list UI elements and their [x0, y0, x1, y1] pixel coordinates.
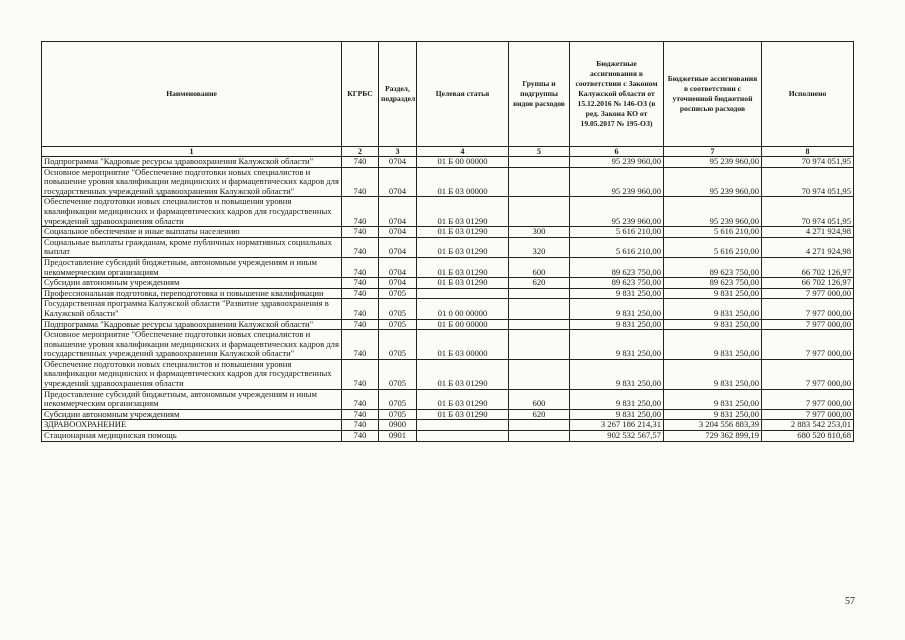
row-target-cell: 01 Б 00 00000: [417, 157, 509, 168]
row-section-cell: 0705: [379, 330, 417, 360]
col-number: 2: [342, 147, 379, 157]
row-executed-amount-cell: 70 974 051,95: [762, 157, 854, 168]
row-kgrbs-cell: 740: [342, 420, 379, 431]
col-number: 6: [570, 147, 664, 157]
budget-table: [41, 41, 854, 442]
row-target-cell: 01 Б 03 00000: [417, 167, 509, 197]
row-group-cell: [509, 359, 570, 389]
row-target-cell: 01 Б 03 01290: [417, 237, 509, 257]
table-row: [42, 157, 854, 168]
header-updated: Бюджетные ассигнования в соответствии с уточненной бюджетной росписью расходов: [664, 42, 762, 147]
row-section-cell: 0705: [379, 299, 417, 319]
table-row: [42, 278, 854, 289]
row-group-cell: [509, 330, 570, 360]
row-name-cell: Профессиональная подготовка, переподготовка и повышение квалификации: [42, 288, 342, 299]
row-group-cell: 320: [509, 237, 570, 257]
header-name: Наименование: [42, 42, 342, 147]
row-law-amount-cell: 5 616 210,00: [570, 237, 664, 257]
row-name-cell: Социальное обеспечение и иные выплаты населению: [42, 227, 342, 238]
row-section-cell: 0705: [379, 288, 417, 299]
row-target-cell: 01 Б 03 01290: [417, 278, 509, 289]
row-name-cell: Субсидии автономным учреждениям: [42, 409, 342, 420]
row-target-cell: 01 Б 03 01290: [417, 359, 509, 389]
row-section-cell: 0704: [379, 227, 417, 238]
row-law-amount-cell: 3 267 186 214,31: [570, 420, 664, 431]
row-kgrbs-cell: 740: [342, 157, 379, 168]
row-group-cell: [509, 157, 570, 168]
row-law-amount-cell: 9 831 250,00: [570, 359, 664, 389]
row-kgrbs-cell: 740: [342, 359, 379, 389]
row-name-cell: Обеспечение подготовки новых специалистов и повышения уровня квалификации медицинских и фармацевтических кадров для государственных учреждений здравоохранения области: [42, 359, 342, 389]
row-section-cell: 0704: [379, 237, 417, 257]
row-section-cell: 0704: [379, 167, 417, 197]
row-executed-amount-cell: 2 883 542 253,01: [762, 420, 854, 431]
row-section-cell: 0704: [379, 278, 417, 289]
row-law-amount-cell: 902 532 567,57: [570, 431, 664, 442]
row-kgrbs-cell: 740: [342, 299, 379, 319]
table-row: [42, 227, 854, 238]
row-executed-amount-cell: 7 977 000,00: [762, 319, 854, 330]
row-law-amount-cell: 9 831 250,00: [570, 299, 664, 319]
row-updated-amount-cell: 95 239 960,00: [664, 167, 762, 197]
row-name-cell: Предоставление субсидий бюджетным, автономным учреждениям и иным некоммерческим организациям: [42, 257, 342, 277]
row-section-cell: 0705: [379, 409, 417, 420]
row-target-cell: 01 Б 03 01290: [417, 197, 509, 227]
row-updated-amount-cell: 9 831 250,00: [664, 359, 762, 389]
header-target: Целевая статья: [417, 42, 509, 147]
row-target-cell: [417, 420, 509, 431]
table-row: [42, 237, 854, 257]
row-target-cell: 01 Б 00 00000: [417, 319, 509, 330]
row-updated-amount-cell: 729 362 899,19: [664, 431, 762, 442]
row-executed-amount-cell: 7 977 000,00: [762, 299, 854, 319]
row-target-cell: [417, 431, 509, 442]
row-law-amount-cell: 9 831 250,00: [570, 288, 664, 299]
row-executed-amount-cell: 7 977 000,00: [762, 288, 854, 299]
row-section-cell: 0901: [379, 431, 417, 442]
row-executed-amount-cell: 66 702 126,97: [762, 278, 854, 289]
row-kgrbs-cell: 740: [342, 227, 379, 238]
table-row: [42, 409, 854, 420]
row-group-cell: 620: [509, 278, 570, 289]
row-target-cell: 01 Б 03 01290: [417, 389, 509, 409]
row-kgrbs-cell: 740: [342, 167, 379, 197]
row-section-cell: 0900: [379, 420, 417, 431]
col-number: 5: [509, 147, 570, 157]
row-executed-amount-cell: 66 702 126,97: [762, 257, 854, 277]
row-executed-amount-cell: 70 974 051,95: [762, 197, 854, 227]
row-target-cell: 01 0 00 00000: [417, 299, 509, 319]
row-section-cell: 0704: [379, 157, 417, 168]
col-number: 3: [379, 147, 417, 157]
row-executed-amount-cell: 70 974 051,95: [762, 167, 854, 197]
page-number: 57: [845, 596, 855, 607]
table-row: [42, 257, 854, 277]
row-updated-amount-cell: 89 623 750,00: [664, 257, 762, 277]
table-row: [42, 330, 854, 360]
row-target-cell: 01 Б 03 01290: [417, 257, 509, 277]
row-target-cell: 01 Б 03 00000: [417, 330, 509, 360]
table-row: [42, 359, 854, 389]
row-name-cell: Социальные выплаты гражданам, кроме публичных нормативных социальных выплат: [42, 237, 342, 257]
row-name-cell: Государственная программа Калужской области "Развитие здравоохранения в Калужской области": [42, 299, 342, 319]
row-group-cell: [509, 319, 570, 330]
row-kgrbs-cell: 740: [342, 197, 379, 227]
row-updated-amount-cell: 9 831 250,00: [664, 409, 762, 420]
table-row: [42, 299, 854, 319]
row-executed-amount-cell: 7 977 000,00: [762, 359, 854, 389]
col-number: 1: [42, 147, 342, 157]
row-target-cell: 01 Б 03 01290: [417, 409, 509, 420]
row-kgrbs-cell: 740: [342, 431, 379, 442]
row-kgrbs-cell: 740: [342, 319, 379, 330]
row-section-cell: 0704: [379, 257, 417, 277]
row-updated-amount-cell: 9 831 250,00: [664, 389, 762, 409]
row-name-cell: Основное мероприятие "Обеспечение подготовки новых специалистов и повышение уровня квалификации медицинских и фармацевтических кадров для государственных учреждений здравоохранения Калужской области": [42, 330, 342, 360]
row-updated-amount-cell: 5 616 210,00: [664, 237, 762, 257]
row-group-cell: 300: [509, 227, 570, 238]
row-law-amount-cell: 89 623 750,00: [570, 278, 664, 289]
row-updated-amount-cell: 9 831 250,00: [664, 330, 762, 360]
row-executed-amount-cell: 4 271 924,98: [762, 227, 854, 238]
row-updated-amount-cell: 95 239 960,00: [664, 157, 762, 168]
row-name-cell: ЗДРАВООХРАНЕНИЕ: [42, 420, 342, 431]
row-law-amount-cell: 95 239 960,00: [570, 197, 664, 227]
row-law-amount-cell: 95 239 960,00: [570, 167, 664, 197]
column-number-row: [42, 147, 854, 157]
row-kgrbs-cell: 740: [342, 288, 379, 299]
row-kgrbs-cell: 740: [342, 330, 379, 360]
row-updated-amount-cell: 9 831 250,00: [664, 288, 762, 299]
row-name-cell: Предоставление субсидий бюджетным, автономным учреждениям и иным некоммерческим организациям: [42, 389, 342, 409]
row-section-cell: 0705: [379, 319, 417, 330]
row-group-cell: [509, 299, 570, 319]
row-law-amount-cell: 95 239 960,00: [570, 157, 664, 168]
row-updated-amount-cell: 9 831 250,00: [664, 319, 762, 330]
table-row: [42, 197, 854, 227]
col-number: 8: [762, 147, 854, 157]
table-row: [42, 420, 854, 431]
row-target-cell: [417, 288, 509, 299]
row-executed-amount-cell: 680 520 810,68: [762, 431, 854, 442]
row-law-amount-cell: 9 831 250,00: [570, 319, 664, 330]
row-executed-amount-cell: 7 977 000,00: [762, 389, 854, 409]
header-kgrbs: КГРБС: [342, 42, 379, 147]
row-law-amount-cell: 9 831 250,00: [570, 409, 664, 420]
header-section: Раздел, подраздел: [379, 42, 417, 147]
row-law-amount-cell: 89 623 750,00: [570, 257, 664, 277]
table-row: [42, 389, 854, 409]
row-kgrbs-cell: 740: [342, 257, 379, 277]
row-name-cell: Основное мероприятие "Обеспечение подготовки новых специалистов и повышение уровня квалификации медицинских и фармацевтических кадров для государственных учреждений здравоохранения Калужской области": [42, 167, 342, 197]
table-row: [42, 319, 854, 330]
row-updated-amount-cell: 9 831 250,00: [664, 299, 762, 319]
row-executed-amount-cell: 7 977 000,00: [762, 330, 854, 360]
row-kgrbs-cell: 740: [342, 409, 379, 420]
row-target-cell: 01 Б 03 01290: [417, 227, 509, 238]
row-updated-amount-cell: 95 239 960,00: [664, 197, 762, 227]
header-law: Бюджетные ассигнования в соответствии с Законом Калужской области от 15.12.2016 № 146-ОЗ (в ред. Закона КО от 19.05.2017 № 195-ОЗ): [570, 42, 664, 147]
table-row: [42, 167, 854, 197]
row-name-cell: Подпрограмма "Кадровые ресурсы здравоохранения Калужской области": [42, 157, 342, 168]
row-law-amount-cell: 5 616 210,00: [570, 227, 664, 238]
row-section-cell: 0705: [379, 359, 417, 389]
row-kgrbs-cell: 740: [342, 278, 379, 289]
row-group-cell: [509, 288, 570, 299]
row-name-cell: Подпрограмма "Кадровые ресурсы здравоохранения Калужской области": [42, 319, 342, 330]
row-kgrbs-cell: 740: [342, 389, 379, 409]
table-row: [42, 431, 854, 442]
row-name-cell: Субсидии автономным учреждениям: [42, 278, 342, 289]
row-law-amount-cell: 9 831 250,00: [570, 389, 664, 409]
row-name-cell: Стационарная медицинская помощь: [42, 431, 342, 442]
row-group-cell: [509, 431, 570, 442]
row-executed-amount-cell: 4 271 924,98: [762, 237, 854, 257]
row-name-cell: Обеспечение подготовки новых специалистов и повышения уровня квалификации медицинских и фармацевтических кадров для государственных учреждений здравоохранения области: [42, 197, 342, 227]
row-updated-amount-cell: 5 616 210,00: [664, 227, 762, 238]
col-number: 7: [664, 147, 762, 157]
row-law-amount-cell: 9 831 250,00: [570, 330, 664, 360]
row-section-cell: 0704: [379, 197, 417, 227]
table-header-row: [42, 42, 854, 147]
row-group-cell: [509, 420, 570, 431]
row-kgrbs-cell: 740: [342, 237, 379, 257]
header-executed: Исполнено: [762, 42, 854, 147]
row-section-cell: 0705: [379, 389, 417, 409]
row-group-cell: 600: [509, 257, 570, 277]
table-row: [42, 288, 854, 299]
row-updated-amount-cell: 3 204 556 883,39: [664, 420, 762, 431]
row-updated-amount-cell: 89 623 750,00: [664, 278, 762, 289]
row-executed-amount-cell: 7 977 000,00: [762, 409, 854, 420]
col-number: 4: [417, 147, 509, 157]
header-group: Группы и подгруппы видов расходов: [509, 42, 570, 147]
row-group-cell: 620: [509, 409, 570, 420]
row-group-cell: [509, 197, 570, 227]
row-group-cell: [509, 167, 570, 197]
row-group-cell: 600: [509, 389, 570, 409]
